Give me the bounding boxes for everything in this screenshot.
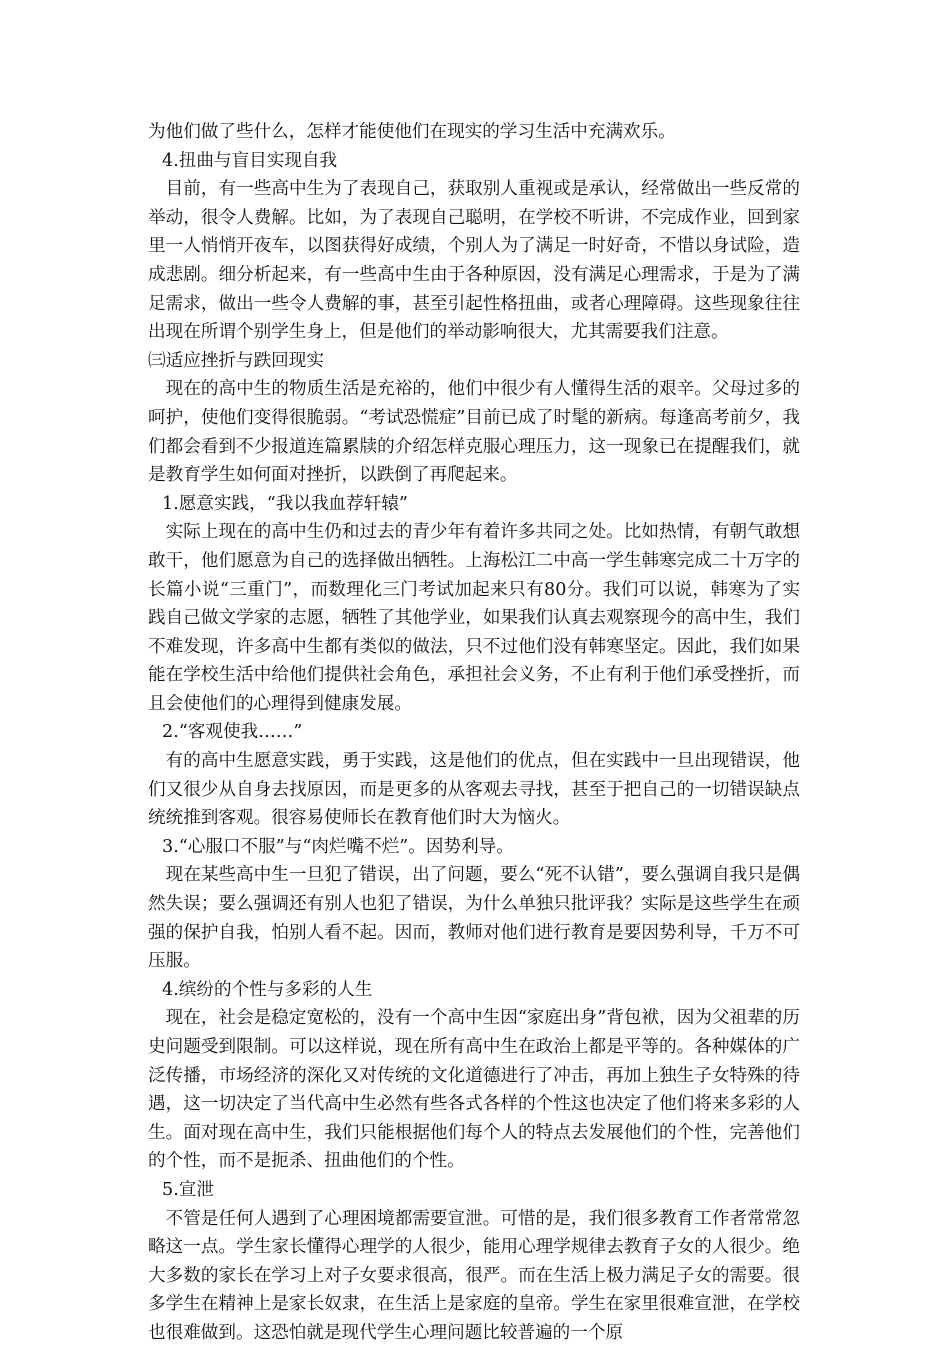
paragraph: 目前，有一些高中生为了表现自己，获取别人重视或是承认，经常做出一些反常的举动，很令人费解。比如，为了表现自己聪明，在学校不听讲，不完成作业，回到家里一人悄悄开夜车，以图获得好成绩，个别人为了满足一时好奇，不惜以身试险，造成悲剧。细分析起来，有一些高中生由于各种原因，没有满足心理需求，于是为了满足需求，做出一些令人费解的事，甚至引起性格扭曲，或者心理障碍。这些现象往往出现在所谓个别学生身上，但是他们的举动影响很大，尤其需要我们注意。 xyxy=(148,179,800,343)
section-heading: 4.扭曲与盲目实现自我 xyxy=(162,150,338,171)
section-heading: ㈢适应挫折与跌回现实 xyxy=(148,350,324,371)
section-heading: 2.“客观使我……” xyxy=(162,722,303,743)
section-heading: 1.愿意实践，“我以我血荐轩辕” xyxy=(162,493,408,514)
paragraph: 不管是任何人遇到了心理困境都需要宣泄。可惜的是，我们很多教育工作者常常忽略这一点。学生家长懂得心理学的人很少，能用心理学规律去教育子女的人很少。绝大多数的家长在学习上对子女要求很高，很严。而在生活上极力满足子女的需要。很多学生在精神上是家长奴隶，在生活上是家庭的皇帝。学生在家里很难宣泄，在学校也很难做到。这恐怕就是现代学生心理问题比较普遍的一个原 xyxy=(148,1208,800,1343)
paragraph: 现在，社会是稳定宽松的，没有一个高中生因“家庭出身”背包袱，因为父祖辈的历史问题受到限制。可以这样说，现在所有高中生在政治上都是平等的。各种媒体的广泛传播，市场经济的深化又对传统的文化道德进行了冲击，再加上独生子女特殊的待遇，这一切决定了当代高中生必然有些各式各样的个性这也决定了他们将来多彩的人生。面对现在高中生，我们只能根据他们每个人的特点去发展他们的个性，完善他们的个性，而不是扼杀、扭曲他们的个性。 xyxy=(148,1008,800,1172)
paragraph: 现在的高中生的物质生活是充裕的，他们中很少有人懂得生活的艰辛。父母过多的呵护，使他们变得很脆弱。“考试恐慌症”目前已成了时髦的新病。每逢高考前夕，我们都会看到不少报道连篇累牍的介绍怎样克服心理压力，这一现象已在提醒我们，就是教育学生如何面对挫折，以跌倒了再爬起来。 xyxy=(148,379,800,486)
section-heading: 3.“心服口不服”与“肉烂嘴不烂”。因势利导。 xyxy=(162,836,514,857)
section-heading: 5.宣泄 xyxy=(162,1179,214,1200)
document-body xyxy=(148,118,800,1348)
section-heading: 4.缤纷的个性与多彩的人生 xyxy=(162,979,373,1000)
paragraph: 实际上现在的高中生仍和过去的青少年有着许多共同之处。比如热情，有朝气敢想敢干，他们愿意为自己的选择做出牺牲。上海松江二中高一学生韩寒完成二十万字的长篇小说“三重门”，而数理化三门考试加起来只有80分。我们可以说，韩寒为了实践自己做文学家的志愿，牺牲了其他学业，如果我们认真去观察现今的高中生，我们不难发现，许多高中生都有类似的做法，只不过他们没有韩寒坚定。因此，我们如果能在学校生活中给他们提供社会角色，承担社会义务，不止有利于他们承受挫折，而且会使他们的心理得到健康发展。 xyxy=(148,522,800,714)
paragraph: 现在某些高中生一旦犯了错误，出了问题，要么“死不认错”，要么强调自我只是偶然失误；要么强调还有别人也犯了错误，为什么单独只批评我？实际是这些学生在顽强的保护自我，怕别人看不起。因而，教师对他们进行教育是要因势利导，千万不可压服。 xyxy=(148,865,800,972)
paragraph: 为他们做了些什么，怎样才能使他们在现实的学习生活中充满欢乐。 xyxy=(148,122,676,142)
paragraph: 有的高中生愿意实践，勇于实践，这是他们的优点，但在实践中一旦出现错误，他们又很少从自身去找原因，而是更多的从客观去寻找，甚至于把自己的一切错误缺点统统推到客观。很容易使师长在教育他们时大为恼火。 xyxy=(148,751,800,829)
